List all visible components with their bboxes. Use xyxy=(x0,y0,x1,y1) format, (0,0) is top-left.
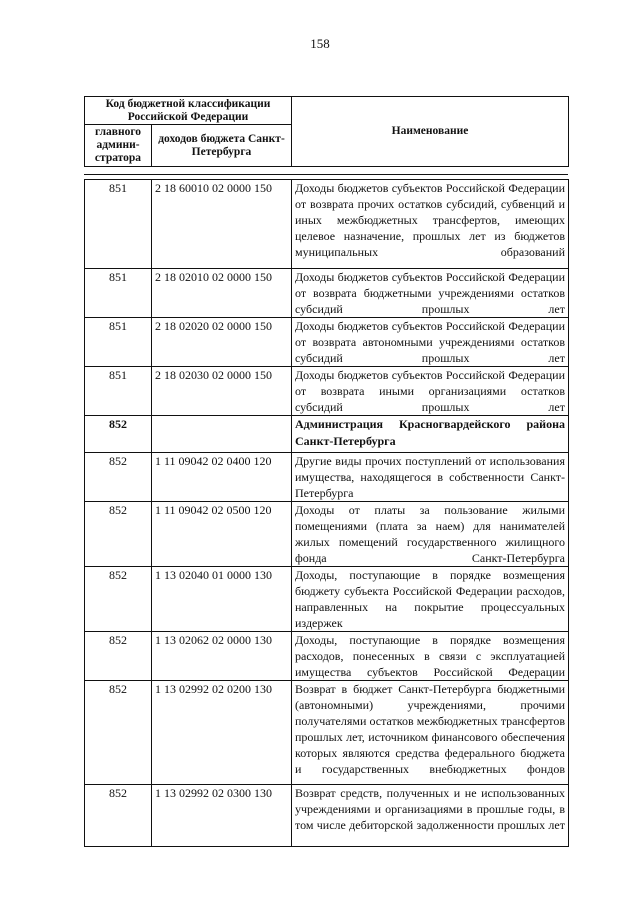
table-row xyxy=(85,785,569,847)
table-row xyxy=(85,681,569,785)
administration-name: Администрация Красногвардейского района Санкт-Петербурга xyxy=(292,416,569,453)
budget-table xyxy=(84,179,569,847)
income-name: Возврат в бюджет Санкт-Петербурга бюджетными (автономными) учреждениями, прочими получателями остатков межбюджетных трансфертов прошлых лет, источником финансового обеспечения которых являются средства федерального бюджета и государственных внебюджетных фондов xyxy=(292,681,569,785)
table-row xyxy=(85,318,569,367)
admin-code: 852 xyxy=(85,785,152,847)
income-name: Возврат средств, полученных и не использованных учреждениями и организациями в прошлые годы, в том числе дебиторской задолженности прошлых лет xyxy=(292,785,569,847)
income-code: 1 11 09042 02 0500 120 xyxy=(152,502,292,567)
table-row xyxy=(85,416,569,453)
income-code: 1 13 02992 02 0200 130 xyxy=(152,681,292,785)
admin-code: 852 xyxy=(85,632,152,681)
table-row xyxy=(85,269,569,318)
header-name: Наименование xyxy=(292,97,569,167)
income-code: 2 18 02020 02 0000 150 xyxy=(152,318,292,367)
table-row xyxy=(85,502,569,567)
table-row xyxy=(85,180,569,269)
table-header xyxy=(84,96,569,167)
income-name: Доходы от платы за пользование жилыми помещениями (плата за наем) для нанимателей жилых помещений государственного жилищного фонда Санкт-Петербурга xyxy=(292,502,569,567)
admin-code: 851 xyxy=(85,269,152,318)
header-income: доходов бюджета Санкт-Петербурга xyxy=(152,125,292,167)
admin-code: 852 xyxy=(85,681,152,785)
admin-code: 851 xyxy=(85,318,152,367)
header-code-group: Код бюджетной классификации Российской Федерации xyxy=(85,97,292,125)
admin-code: 851 xyxy=(85,180,152,269)
admin-code: 852 xyxy=(85,453,152,502)
income-name: Доходы бюджетов субъектов Российской Федерации от возврата иными организациями остатков субсидий прошлых лет xyxy=(292,367,569,416)
page-number: 158 xyxy=(310,36,330,51)
income-code: 1 13 02992 02 0300 130 xyxy=(152,785,292,847)
income-name: Доходы бюджетов субъектов Российской Федерации от возврата автономными учреждениями остатков субсидий прошлых лет xyxy=(292,318,569,367)
admin-code: 852 xyxy=(85,567,152,632)
income-code: 1 13 02040 01 0000 130 xyxy=(152,567,292,632)
income-name: Доходы, поступающие в порядке возмещения расходов, понесенных в связи с эксплуатацией имущества субъектов Российской Федерации xyxy=(292,632,569,681)
admin-code: 851 xyxy=(85,367,152,416)
income-code: 2 18 60010 02 0000 150 xyxy=(152,180,292,269)
header-admin: главного админи-стратора xyxy=(85,125,152,167)
table-row xyxy=(85,567,569,632)
income-code: 1 11 09042 02 0400 120 xyxy=(152,453,292,502)
income-name: Доходы бюджетов субъектов Российской Федерации от возврата прочих остатков субсидий, субвенций и иных межбюджетных трансфертов, имеющих целевое назначение, прошлых лет из бюджетов муниципальных образований xyxy=(292,180,569,269)
admin-code: 852 xyxy=(85,502,152,567)
income-code: 1 13 02062 02 0000 130 xyxy=(152,632,292,681)
income-name: Другие виды прочих поступлений от использования имущества, находящегося в собственности Санкт-Петербурга xyxy=(292,453,569,502)
income-code: 2 18 02010 02 0000 150 xyxy=(152,269,292,318)
table-row xyxy=(85,367,569,416)
admin-code: 852 xyxy=(85,416,152,453)
income-name: Доходы бюджетов субъектов Российской Федерации от возврата бюджетными учреждениями остатков субсидий прошлых лет xyxy=(292,269,569,318)
table-separator xyxy=(84,174,568,175)
income-name: Доходы, поступающие в порядке возмещения бюджету субъекта Российской Федерации расходов, направленных на покрытие процессуальных издержек xyxy=(292,567,569,632)
income-code xyxy=(152,416,292,453)
table-row xyxy=(85,632,569,681)
table-row xyxy=(85,453,569,502)
income-code: 2 18 02030 02 0000 150 xyxy=(152,367,292,416)
